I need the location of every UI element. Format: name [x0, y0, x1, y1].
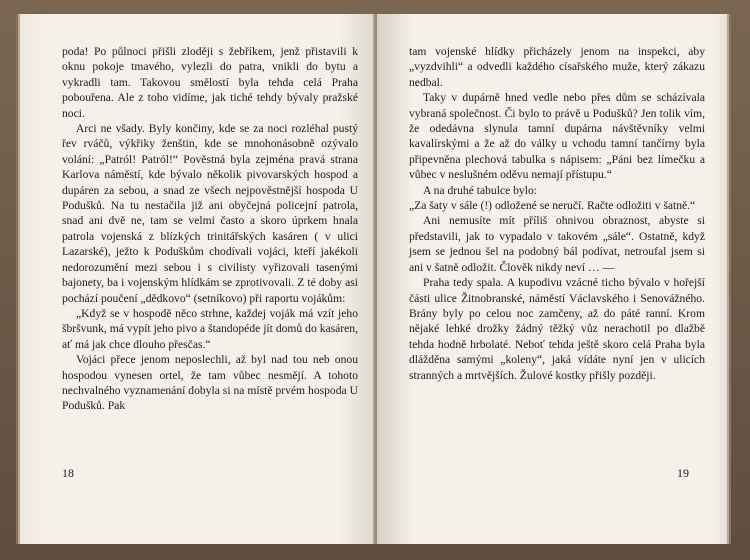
paragraph: Praha tedy spala. A kupodivu vzácné ticho bývalo v hořejší části ulice Žitnobranské, náměstí Václavského i Senovážného. Brány byly po celou noc zamčeny, až do páté ranní. Krom nějaké lehké drožky žádný těžký vůz nerachotil po dlažbě tehda hodně hrbolaté. Neboť tehda ještě skoro celá Praha byla dlážděna samými „koleny“, jaká vídáte nyní jen v ulicích stranných a mrtvějších. Žulové kostky přišly později. — [409, 276, 705, 382]
paragraph: poda! Po půlnoci přišli zloději s žebříkem, jenž přistavili k oknu pokoje tmavého, vylezli do patra, vnikli do bytu a vykradli tam. Takovou smělostí byla tehda celá Praha pobouřena. Ale z toho vidíme, jak tiché tehdy bývaly pražské noci. — [62, 45, 358, 120]
left-page — [20, 14, 375, 544]
paragraph: Vojáci přece jenom neposlechli, až byl nad tou neb onou hospodou vynesen ortel, že tam vůbec nesmějí. A tohoto nechvalného vyznamenání dobyla si na místě prvém hospoda U Podušků. Pak — [62, 353, 358, 413]
paragraph: „Za šaty v sále (!) odložené se neručí. Račte odložiti v šatně.“ — [409, 199, 696, 213]
paragraph: tam vojenské hlídky přicházely jenom na inspekci, aby „vyzdvihli“ a odvedli každého císařského muže, který zákazu nedbal. — [409, 45, 705, 89]
paragraph: Ani nemusíte mít příliš ohnivou obraznost, abyste si představili, jak to vypadalo v takovém „sále“. Ostatně, když jsem se jednou šel na podobný bál podívat, netroufal jsem si ani v šatně odložit. Člověk nikdy neví … — — [409, 214, 705, 274]
paragraph: Arci ne všady. Byly končiny, kde se za noci rozléhal pustý řev rváčů, výkřiky ženštin, kde se mnohonásobně ozývalo volání: „Patról! Patról!“ Pověstná byla zejména pravá strana Karlova náměstí, kde bývalo několik pivovarských hospod a dupáren za sebou, a snad ze všech nejpověstnější hospoda U Podušků. Na tu nestačila již ani obyčejná policejní patrola, snad ani dvě ne, tam se velmi často a skoro úprkem hnala patrola vojenská z blízkých trinitářských kasáren ( v ulici Lazarské), ježto k Poduškům chodívali vojáci, kteří jakékoli nedorozumění mezi sebou i s civilisty vyřizovali tasenými bajonety, ba i vojenským hlídkám se zprotivovali. Z té doby asi pochází poučení „dědkovo“ (setníkovo) při raportu vojákům: — [62, 122, 358, 305]
paragraph: „Když se v hospodě něco strhne, každej voják má vzít jeho šbršvunk, má vypít jeho pivo a štandopéde jít domů do kasáren, ať má jak chce dlouho přesčas.“ — [62, 306, 358, 351]
page-number-left: 18 — [62, 466, 74, 480]
paragraph: A na druhé tabulce bylo: — [423, 183, 537, 197]
paragraph: Taky v dupárně hned vedle nebo přes dům se scházívala vybraná společnost. Či bylo to právě u Podušků? Jen tolik vím, že odedávna slynula tamní dupárna návštěvníky velmi kavalírskými a že až do války u vchodu tamní tančírny byla připevněna plechová tabulka s nápisem: „Páni bez límečku a vůbec v neslušném oděvu nemají přístupu.“ — [409, 91, 705, 182]
left-page-text — [62, 44, 358, 414]
right-page-text — [409, 44, 705, 383]
page-number-right: 19 — [677, 466, 689, 480]
right-page — [377, 14, 727, 544]
